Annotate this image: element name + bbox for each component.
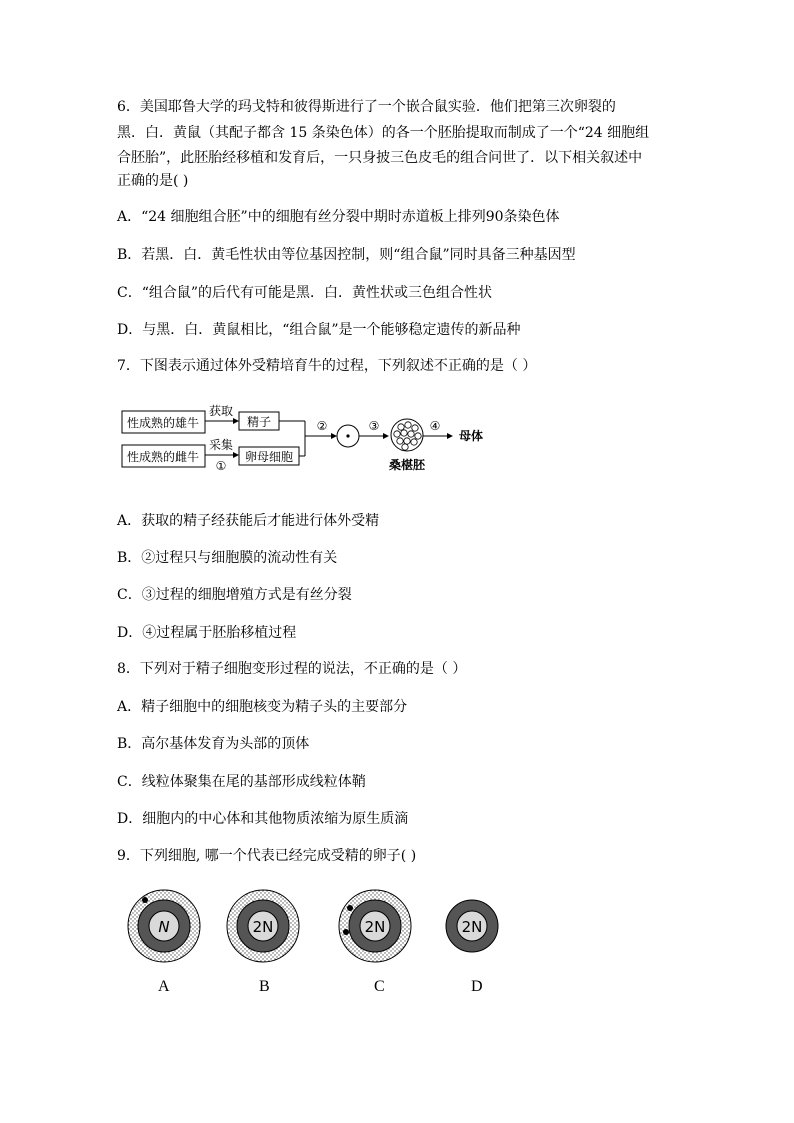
q7-stem: 7．下图表示通过体外受精培育牛的过程，下列叙述不正确的是（ ） [117, 358, 537, 374]
cow-label: 性成熟的雌牛 [126, 450, 200, 464]
cell-c-label: C [374, 978, 385, 995]
morula-label: 桑椹胚 [388, 458, 426, 472]
step-4-label: ④ [429, 419, 441, 433]
polar-body-icon [142, 897, 148, 903]
cell-c-nucleus: 2N [364, 918, 386, 936]
q8-option-b: B．高尔基体发育为头部的顶体 [117, 736, 310, 752]
q6-stem-line-3: 合胚胎”，此胚胎经移植和发育后，一只身披三色皮毛的组合问世了．以下相关叙述中 [117, 150, 643, 166]
arrow-icon [447, 433, 453, 439]
q9-stem: 9．下列细胞, 哪一个代表已经完成受精的卵子( ) [117, 848, 417, 864]
q7-option-a: A．获取的精子经获能后才能进行体外受精 [117, 513, 380, 529]
step-1-label: ① [215, 459, 227, 473]
step-2-label: ② [316, 419, 328, 433]
q6-option-d: D．与黑．白．黄鼠相比，“组合鼠”是一个能够稳定遗传的新品种 [117, 322, 521, 338]
oocyte-label: 卵母细胞 [244, 450, 294, 464]
cell-options-figure [120, 888, 520, 972]
arrow-icon [383, 433, 389, 439]
q8-option-c: C．线粒体聚集在尾的基部形成线粒体鞘 [117, 774, 366, 790]
cell-d-icon [446, 900, 498, 952]
collect-label: 采集 [208, 438, 234, 452]
obtain-label: 获取 [208, 404, 234, 418]
cell-b-nucleus: 2N [252, 918, 274, 936]
q6-option-c: C．“组合鼠”的后代有可能是黑．白．黄性状或三色组合性状 [117, 285, 493, 301]
q7-option-d: D．④过程属于胚胎移植过程 [117, 625, 297, 641]
q6-stem-line-4: 正确的是( ) [117, 173, 189, 189]
q8-option-a: A．精子细胞中的细胞核变为精子头的主要部分 [117, 699, 408, 715]
q8-option-d: D．细胞内的中心体和其他物质浓缩为原生质滴 [117, 811, 409, 827]
mother-label: 母体 [458, 429, 484, 443]
cell-a-icon [128, 890, 200, 962]
bull-label: 性成熟的雄牛 [126, 416, 200, 430]
cell-d-label: D [471, 978, 483, 995]
arrow-icon [233, 418, 239, 424]
sperm-label: 精子 [246, 415, 272, 429]
arrow-icon [233, 452, 239, 458]
cell-a-nucleus: N [158, 918, 170, 936]
ivf-process-diagram [117, 396, 497, 486]
step-3-label: ③ [368, 419, 380, 433]
q7-option-c: C．③过程的细胞增殖方式是有丝分裂 [117, 587, 352, 603]
arrow-icon [331, 433, 337, 439]
q8-stem: 8．下列对于精子细胞变形过程的说法，不正确的是（ ） [117, 661, 467, 677]
morula-icon [391, 419, 423, 451]
q6-stem-line-1: 6．美国耶鲁大学的玛戈特和彼得斯进行了一个嵌合鼠实验．他们把第三次卵裂的 [117, 99, 616, 115]
cell-b-icon [227, 890, 299, 962]
polar-body-icon [347, 905, 353, 911]
polar-body-icon [343, 929, 349, 935]
cell-c-icon [339, 890, 411, 962]
cell-b-label: B [259, 978, 270, 995]
cell-d-nucleus: 2N [461, 918, 483, 936]
q6-stem-line-2: 黑．白．黄鼠（其配子都含 15 条染色体）的各一个胚胎提取而制成了一个“24 细胞组 [117, 125, 650, 141]
q6-option-b: B．若黑．白．黄毛性状由等位基因控制，则“组合鼠”同时具备三种基因型 [117, 247, 576, 263]
cell-a-label: A [158, 978, 170, 995]
q7-option-b: B．②过程只与细胞膜的流动性有关 [117, 550, 338, 566]
q6-option-a: A．“24 细胞组合胚”中的细胞有丝分裂中期时赤道板上排列90条染色体 [117, 209, 560, 225]
